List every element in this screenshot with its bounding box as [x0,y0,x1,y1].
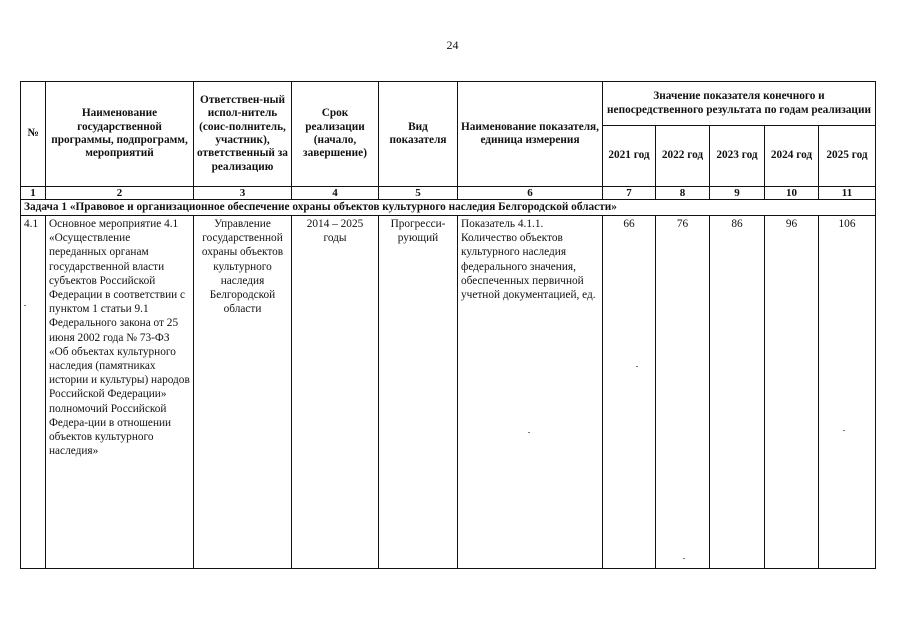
task-row [21,200,876,216]
row-value-2024: 96 [765,216,819,569]
task-title: Задача 1 «Правовое и организационное обеспечение охраны объектов культурного наследия Белгородской области» [21,200,876,216]
row-name: Основное мероприятие 4.1 «Осуществление переданных органам государственной власти субъектов Российской Федерации в соответствии с пунктом 1 статьи 9.1 Федерального закона от 25 июня 2002 года № 73-ФЗ «Об объектах культурного наследия (памятниках истории и культуры) народов Российской Федерации» полномочий Российской Федера-ции в отношении объектов культурного наследия» [46,216,194,569]
row-value-2023: 86 [710,216,765,569]
header-year: 2023 год [710,126,765,187]
header-values: Значение показателя конечного и непосредственного результата по годам реализации [603,82,876,126]
header-num: № [21,82,46,187]
header-name: Наименование государственной программы, подпрограмм, мероприятий [46,82,194,187]
header-year: 2021 год [603,126,656,187]
header-indicator: Наименование показателя, единица измерения [458,82,603,187]
scan-speck [683,558,685,559]
header-year: 2025 год [819,126,876,187]
column-number: 7 [603,187,656,200]
row-num: 4.1 [21,216,46,569]
header-year: 2022 год [656,126,710,187]
program-table [20,81,876,569]
header-type: Вид показателя [379,82,458,187]
page-number: 24 [446,38,459,52]
header-period: Срок реализации (начало, завершение) [292,82,379,187]
row-period: 2014 – 2025 годы [292,216,379,569]
column-number: 5 [379,187,458,200]
column-number: 11 [819,187,876,200]
header-responsible: Ответствен-ный испол-нитель (соис-полнитель, участник), ответственный за реализацию [194,82,292,187]
header-year: 2024 год [765,126,819,187]
column-number: 1 [21,187,46,200]
table-row [21,216,876,569]
column-number: 6 [458,187,603,200]
column-number: 4 [292,187,379,200]
column-number: 8 [656,187,710,200]
row-indicator: Показатель 4.1.1. Количество объектов культурного наследия федерального значения, обеспеченных первичной учетной документацией, ед. [458,216,603,569]
scan-speck [24,305,26,306]
column-number: 2 [46,187,194,200]
row-value-2022: 76 [656,216,710,569]
column-number-row [21,187,876,200]
header-row-1 [21,82,876,126]
column-number: 3 [194,187,292,200]
column-number: 10 [765,187,819,200]
row-type: Прогресси-рующий [379,216,458,569]
scan-speck [636,366,638,367]
row-value-2025: 106 [819,216,876,569]
scan-speck [528,432,530,433]
scan-speck [843,430,845,431]
column-number: 9 [710,187,765,200]
row-responsible: Управление государственной охраны объектов культурного наследия Белгородской области [194,216,292,569]
row-value-2021: 66 [603,216,656,569]
